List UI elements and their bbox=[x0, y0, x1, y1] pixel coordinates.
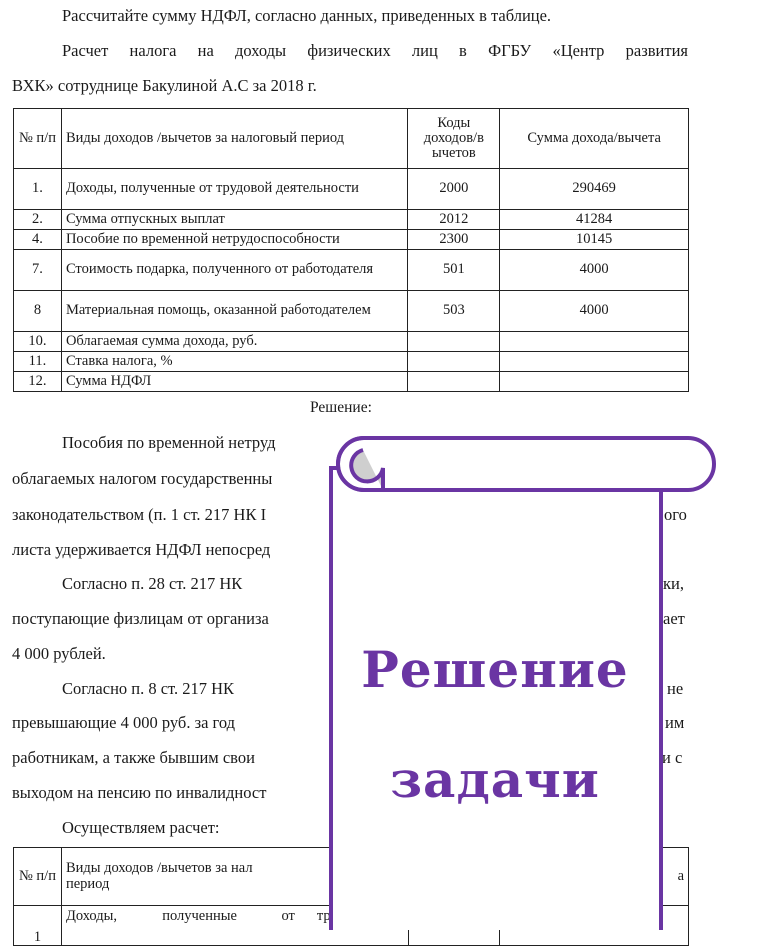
col-header-type: Виды доходов /вычетов за налоговый период bbox=[61, 109, 407, 169]
cell-type: Пособие по временной нетрудоспособности bbox=[61, 230, 407, 250]
calc-heading: Осуществляем расчет: bbox=[62, 818, 220, 837]
scroll-roll bbox=[338, 438, 714, 490]
cell-number: 11. bbox=[14, 352, 62, 372]
cell-sum: 10145 bbox=[500, 230, 689, 250]
cell-type: Сумма НДФЛ bbox=[61, 372, 407, 392]
body-line: 4 000 рублей. bbox=[12, 644, 106, 663]
cell-sum: 41284 bbox=[500, 210, 689, 230]
cell-type: Ставка налога, % bbox=[61, 352, 407, 372]
body-line: и с bbox=[662, 748, 683, 767]
col-header-sum: а bbox=[500, 848, 689, 906]
body-line: ки, bbox=[663, 574, 684, 593]
col-header-type-l2: период bbox=[65, 875, 110, 892]
body-line: Пособия по временной нетруд bbox=[62, 433, 276, 452]
col-header-number: № п/п bbox=[14, 109, 62, 169]
task-line-2: Расчет налога на доходы физических лиц в ФГБУ «Центр развития bbox=[62, 41, 688, 60]
cell-word: полученные bbox=[162, 908, 237, 924]
body-line: не bbox=[667, 679, 684, 698]
cell-number: 8 bbox=[14, 291, 62, 332]
scroll-sheet bbox=[331, 468, 661, 930]
body-line: ого bbox=[664, 505, 687, 524]
body-line: выходом на пенсию по инвалидност bbox=[12, 783, 267, 802]
body-line: им bbox=[665, 713, 685, 732]
body-line: законодательством (п. 1 ст. 217 НК І bbox=[12, 505, 267, 524]
body-line: листа удерживается НДФЛ непосред bbox=[12, 540, 271, 559]
body-line: превышающие 4 000 руб. за год bbox=[12, 713, 236, 732]
col-header-code: Коды доходов/в ычетов bbox=[408, 109, 500, 169]
cell-word: от bbox=[281, 908, 295, 924]
body-line: Согласно п. 28 ст. 217 НК bbox=[62, 574, 243, 593]
cell-code: 2012 bbox=[408, 210, 500, 230]
cell-sum: 4000 bbox=[500, 250, 689, 291]
cell-code: 503 bbox=[408, 291, 500, 332]
cell-number: 7. bbox=[14, 250, 62, 291]
task-text: Рассчитайте сумму НДФЛ, согласно данных, приведенных в таблице. bbox=[62, 6, 552, 25]
body-line: облагаемых налогом государственны bbox=[12, 469, 273, 488]
body-line: Согласно п. 8 ст. 217 НК bbox=[62, 679, 235, 698]
cell-word: Доходы, bbox=[65, 908, 117, 924]
cell-word: тр bbox=[316, 908, 331, 924]
cell-number: 2. bbox=[14, 210, 62, 230]
cell-number: 4. bbox=[14, 230, 62, 250]
cell-type: Облагаемая сумма дохода, руб. bbox=[61, 332, 407, 352]
cell-sum: 290469 bbox=[500, 169, 689, 210]
overlay-title-line2: задачи bbox=[390, 750, 600, 809]
cell-type: Доходы, полученные от трудовой деятельности bbox=[61, 169, 407, 210]
col-header-sum: Сумма дохода/вычета bbox=[500, 109, 689, 169]
body-line: работникам, а также бывшим свои bbox=[12, 748, 255, 767]
overlay-title-line1: Решение bbox=[361, 640, 629, 699]
cell-number: 1 bbox=[14, 906, 62, 946]
cell-number: 12. bbox=[14, 372, 62, 392]
cell-sum: 4000 bbox=[500, 291, 689, 332]
cell-type: Материальная помощь, оказанной работодателем bbox=[61, 291, 407, 332]
solution-heading: Решение: bbox=[310, 399, 372, 416]
task-line-3: ВХК» сотруднице Бакулиной А.С за 2018 г. bbox=[12, 76, 317, 95]
cell-type: Сумма отпускных выплат bbox=[61, 210, 407, 230]
cell-number: 1. bbox=[14, 169, 62, 210]
body-line: поступающие физлицам от организа bbox=[12, 609, 269, 628]
cell-type: Стоимость подарка, полученного от работодателя bbox=[61, 250, 407, 291]
cell-code: 2300 bbox=[408, 230, 500, 250]
cell-code: 501 bbox=[408, 250, 500, 291]
cell-number: 10. bbox=[14, 332, 62, 352]
col-header-number: № п/п bbox=[14, 848, 62, 906]
body-line: ает bbox=[663, 609, 685, 628]
cell-code: 2000 bbox=[408, 169, 500, 210]
col-header-type-l1: Виды доходов /вычетов за нал bbox=[65, 860, 253, 877]
